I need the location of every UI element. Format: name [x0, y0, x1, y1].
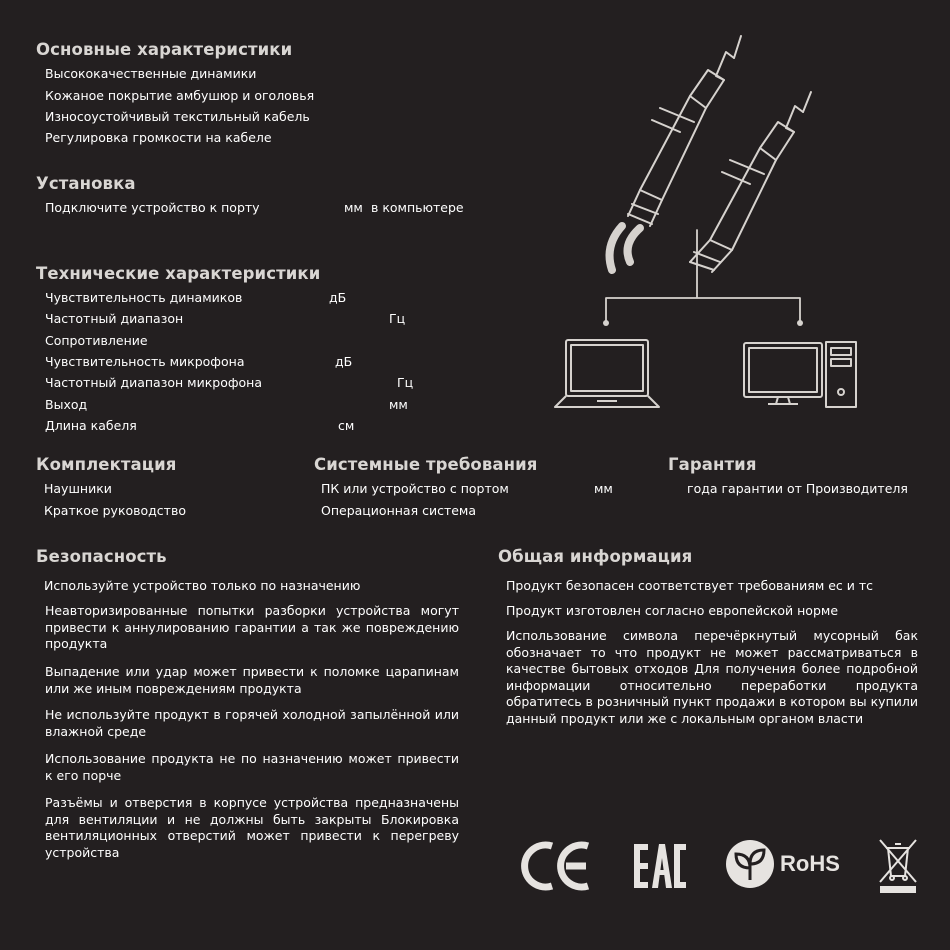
- general-item: Продукт безопасен соответствует требованиям ес и тс: [506, 578, 874, 593]
- spec-unit: мм: [389, 397, 408, 412]
- safety-item: Выпадение или удар может привести к поломке царапинам или же иным повреждениям продукта: [45, 664, 459, 696]
- spec-label: Чувствительность динамиков: [45, 290, 243, 305]
- safety-item: Использование продукта не по назначению может привести к его порче: [45, 751, 459, 783]
- ce-mark-icon: [522, 840, 594, 892]
- installation-title: Установка: [36, 174, 136, 193]
- system-line1: ПК или устройство с портом: [321, 481, 509, 496]
- main-feature-item: Кожаное покрытие амбушюр и оголовья: [45, 88, 315, 103]
- general-item: Использование символа перечёркнутый мусорный бак обозначает то что продукт не может рассматриваться в качестве бытовых отходов Для получения более подробной информации относительно переработки продукта обратитесь в розничный пункт продажи в котором вы купили данный продукт или же с локальным органом власти: [506, 628, 918, 726]
- spec-label: Частотный диапазон микрофона: [45, 375, 263, 390]
- safety-item: Разъёмы и отверстия в корпусе устройства предназначены для вентиляции и не должны быть закрыты Блокировка вентиляционных отверстий может привести к перегреву устройства: [45, 795, 459, 860]
- warranty-title: Гарантия: [668, 455, 757, 474]
- package-title: Комплектация: [36, 455, 177, 474]
- warranty-text: года гарантии от Производителя: [687, 481, 908, 496]
- main-feature-item: Высококачественные динамики: [45, 66, 257, 81]
- spec-unit: Гц: [389, 311, 406, 326]
- installation-unit: мм: [344, 200, 363, 215]
- package-item: Краткое руководство: [44, 503, 186, 518]
- spec-label: Частотный диапазон: [45, 311, 184, 326]
- system-title: Системные требования: [314, 455, 538, 474]
- package-item: Наушники: [44, 481, 112, 496]
- laptop-icon: [553, 337, 661, 411]
- spec-label: Чувствительность микрофона: [45, 354, 245, 369]
- spec-unit: дБ: [335, 354, 353, 369]
- spec-label: Сопротивление: [45, 333, 148, 348]
- safety-item: Не используйте продукт в горячей холодной запылённой или влажной среде: [45, 707, 459, 739]
- rohs-label: RoHS: [780, 851, 840, 876]
- desktop-computer-icon: [742, 340, 860, 412]
- general-title: Общая информация: [498, 547, 693, 566]
- spec-unit: дБ: [329, 290, 347, 305]
- rohs-leaf-icon: [724, 838, 776, 890]
- safety-item: Неавторизированные попытки разборки устройства могут привести к аннулированию гарантии а так же повреждению продукта: [45, 603, 459, 651]
- main-feature-item: Износоустойчивый текстильный кабель: [45, 109, 310, 124]
- installation-text: Подключите устройство к порту: [45, 200, 260, 215]
- safety-title: Безопасность: [36, 547, 167, 566]
- spec-label: Выход: [45, 397, 88, 412]
- eac-mark-icon: [632, 840, 688, 892]
- safety-item: Используйте устройство только по назначению: [44, 578, 361, 593]
- general-item: Продукт изготовлен согласно европейской норме: [506, 603, 839, 618]
- main-features-title: Основные характеристики: [36, 40, 293, 59]
- jack-plug-icon: [690, 92, 811, 272]
- crossed-out-bin-icon: [876, 836, 920, 896]
- jack-plug-icon: [628, 36, 741, 226]
- specs-title: Технические характеристики: [36, 264, 321, 283]
- system-line2: Операционная система: [321, 503, 477, 518]
- spec-unit: см: [338, 418, 355, 433]
- spec-label: Длина кабеля: [45, 418, 137, 433]
- spec-unit: Гц: [397, 375, 414, 390]
- system-line1-unit: мм: [594, 481, 613, 496]
- main-feature-item: Регулировка громкости на кабеле: [45, 130, 272, 145]
- installation-text-end: в компьютере: [371, 200, 464, 215]
